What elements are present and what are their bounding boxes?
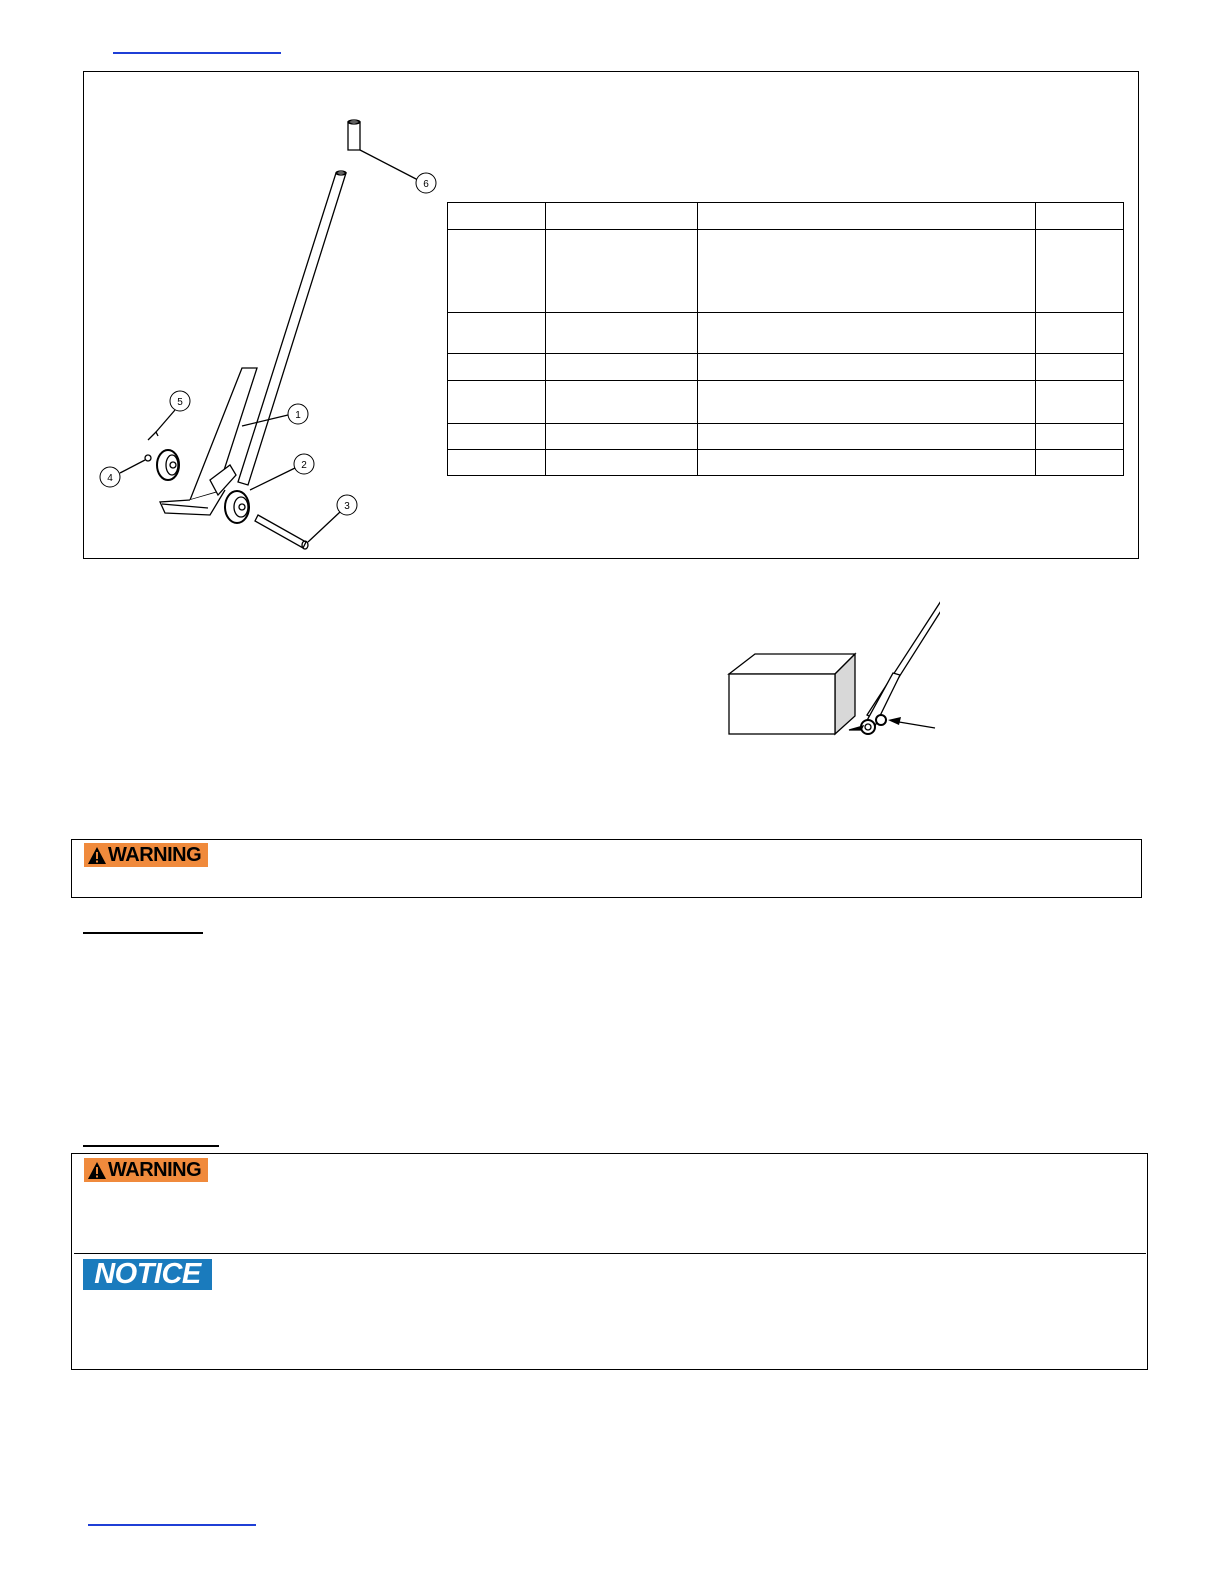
table-cell xyxy=(1036,381,1124,424)
table-cell xyxy=(1036,354,1124,381)
exploded-parts-illustration xyxy=(90,110,450,555)
table-cell xyxy=(448,354,546,381)
table-cell xyxy=(698,203,1036,230)
usage-illustration xyxy=(725,578,940,743)
section-heading-underline xyxy=(83,1145,219,1147)
table-cell xyxy=(698,450,1036,476)
table-cell xyxy=(1036,450,1124,476)
section-heading-underline xyxy=(83,932,203,934)
callout-2: 2 xyxy=(301,460,307,471)
table-row xyxy=(448,230,1124,313)
callout-4: 4 xyxy=(107,473,113,484)
callout-3: 3 xyxy=(344,501,350,512)
table-cell xyxy=(698,354,1036,381)
header-link[interactable] xyxy=(113,30,281,54)
section-heading xyxy=(83,1126,219,1146)
warning-triangle-icon xyxy=(87,846,107,865)
parts-table xyxy=(447,202,1124,476)
warning-box xyxy=(71,839,1142,898)
table-row xyxy=(448,381,1124,424)
callout-6: 6 xyxy=(423,179,429,190)
warning-triangle-icon xyxy=(87,1161,107,1180)
notice-badge: NOTICE xyxy=(83,1259,212,1290)
footer-link[interactable] xyxy=(88,1504,256,1526)
table-cell xyxy=(448,313,546,354)
table-cell xyxy=(546,381,698,424)
table-cell xyxy=(1036,313,1124,354)
table-cell xyxy=(698,381,1036,424)
table-cell xyxy=(1036,230,1124,313)
table-cell xyxy=(448,203,546,230)
table-row xyxy=(448,203,1124,230)
table-cell xyxy=(448,230,546,313)
warning-badge xyxy=(84,843,208,867)
table-cell xyxy=(546,230,698,313)
table-cell xyxy=(546,354,698,381)
table-row xyxy=(448,450,1124,476)
table-cell xyxy=(1036,424,1124,450)
section-heading xyxy=(83,912,203,932)
table-row xyxy=(448,313,1124,354)
warning-badge xyxy=(84,1158,208,1182)
table-cell xyxy=(698,424,1036,450)
table-cell xyxy=(1036,203,1124,230)
callout-5: 5 xyxy=(177,397,183,408)
table-cell xyxy=(546,203,698,230)
table-cell xyxy=(448,424,546,450)
box-divider xyxy=(74,1253,1146,1254)
table-row xyxy=(448,354,1124,381)
table-cell xyxy=(698,313,1036,354)
warning-badge-label: WARNING xyxy=(108,1158,202,1181)
table-cell xyxy=(546,313,698,354)
table-row xyxy=(448,424,1124,450)
table-cell xyxy=(448,450,546,476)
table-cell xyxy=(546,424,698,450)
table-cell xyxy=(546,450,698,476)
warning-badge-label: WARNING xyxy=(108,843,202,866)
table-cell xyxy=(448,381,546,424)
warning-notice-box xyxy=(71,1153,1148,1370)
table-cell xyxy=(698,230,1036,313)
callout-1: 1 xyxy=(295,410,301,421)
